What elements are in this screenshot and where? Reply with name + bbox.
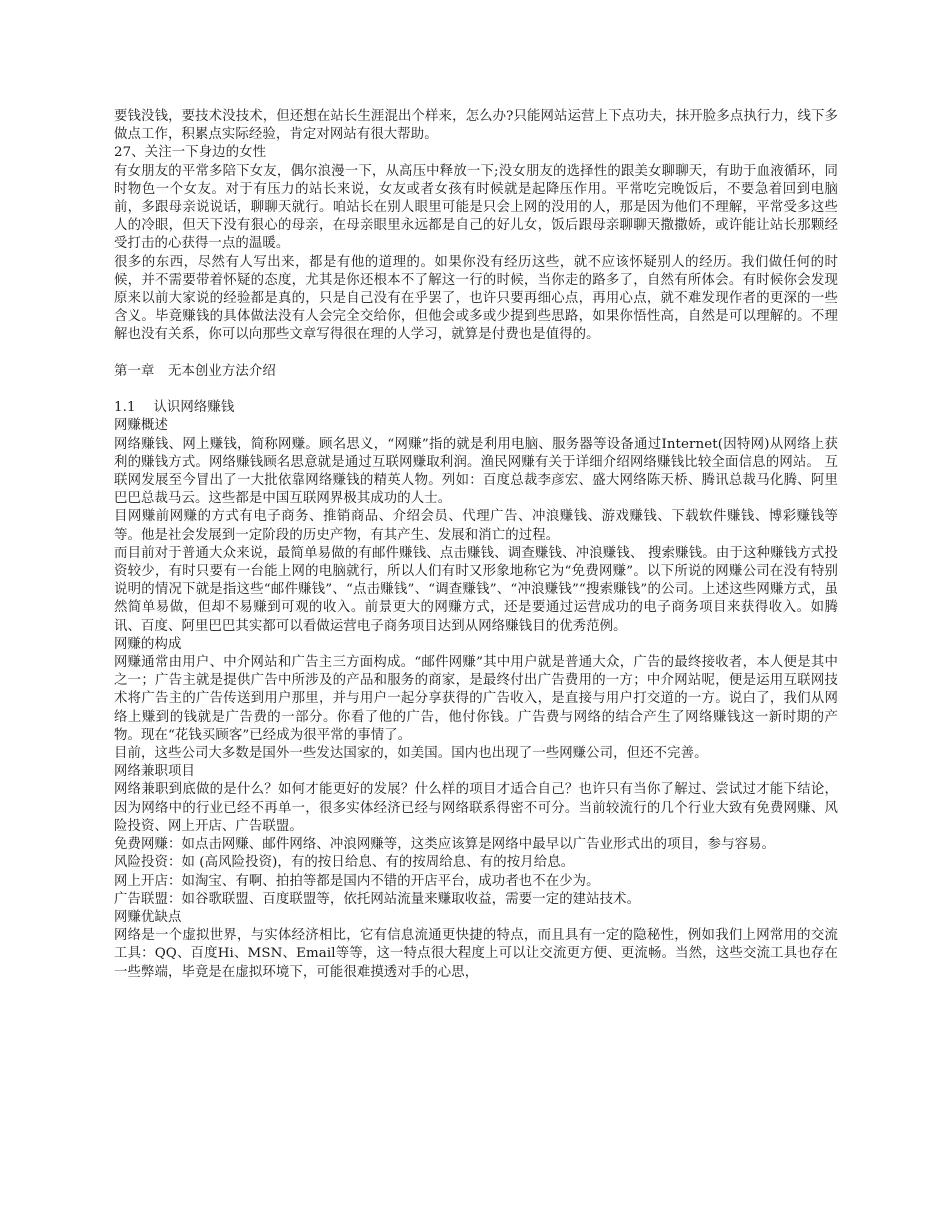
paragraph: 免费网赚：如点击网赚、邮件网络、冲浪网赚等，这类应该算是网络中最早以广告业形式出的项目，参与容易。 bbox=[114, 837, 776, 853]
paragraph: 有女朋友的平常多陪下女友，偶尔浪漫一下，从高压中释放一下;没女朋友的选择性的跟美女聊聊天，有助于血液循环，同时物色一个女友。对于有压力的站长来说，女友或者女孩有时候就是起降压作用。平常吃完晚饭后，不要急着回到电脑前，多跟母亲说说话，聊聊天就行。咱站长在别人眼里可能是只会上网的没用的人，那是因为他们不理解，平常受多这些人的冷眼，但天下没有狠心的母亲，在母亲眼里永远都是自己的好儿女，饭后跟母亲聊聊天撒撒娇，或许能让站长那颗经受打击的心获得一点的温暖。 bbox=[114, 163, 838, 252]
section-heading: 1.1 认识网络赚钱 bbox=[114, 400, 235, 416]
subsection-heading: 网赚优缺点 bbox=[114, 909, 182, 925]
paragraph: 广告联盟：如谷歌联盟、百度联盟等，依托网站流量来赚取收益，需要一定的建站技术。 bbox=[114, 891, 641, 907]
spacer bbox=[114, 345, 838, 363]
chapter-heading: 第一章 无本创业方法介绍 bbox=[114, 363, 276, 379]
subsection-heading: 网赚的构成 bbox=[114, 636, 182, 652]
paragraph: 目前，这些公司大多数是国外一些发达国家的，如美国。国内也出现了一些网赚公司，但还不完善。 bbox=[114, 746, 708, 762]
item-heading: 27、关注一下身边的女性 bbox=[114, 145, 267, 161]
paragraph: 网赚通常由用户、中介网站和广告主三方面构成。“邮件网赚”其中用户就是普通大众，广告的最终接收者，本人便是其中之一；广告主就是提供广告中所涉及的产品和服务的商家，是最终付出广告费用的一方；中介网站呢，便是运用互联网技术将广告主的广告传送到用户那里，并与用户一起分享获得的广告收入，是直接与用户打交道的一方。说白了，我们从网络上赚到的钱就是广告费的一部分。你看了他的广告，他付你钱。广告费与网络的结合产生了网络赚钱这一新时期的产物。现在“花钱买顾客”已经成为很平常的事情了。 bbox=[114, 655, 838, 743]
spacer bbox=[114, 381, 838, 399]
paragraph: 网上开店：如淘宝、有啊、拍拍等都是国内不错的开店平台，成功者也不在少为。 bbox=[114, 873, 600, 889]
document-page bbox=[114, 108, 838, 982]
paragraph: 目网赚前网赚的方式有电子商务、推销商品、介绍会员、代理广告、冲浪赚钱、游戏赚钱、下载软件赚钱、博彩赚钱等等。他是社会发展到一定阶段的历史产物，有其产生、发展和消亡的过程。 bbox=[114, 509, 838, 543]
paragraph: 风险投资：如 (高风险投资)，有的按日给息、有的按周给息、有的按月给息。 bbox=[114, 855, 575, 871]
paragraph: 很多的东西，尽然有人写出来，都是有他的道理的。如果你没有经历这些，就不应该怀疑别人的经历。我们做任何的时候，并不需要带着怀疑的态度，尤其是你还根本不了解这一行的时候，当你走的路多了，自然有所体会。有时候你会发现原来以前大家说的经验都是真的，只是自己没有在乎罢了，也许只要再细心点，再用心点，就不难发现作者的更深的一些含义。毕竟赚钱的具体做法没有人会完全交给你，但他会或多或少提到些思路，如果你悟性高，自然是可以理解的。不理解也没有关系，你可以向那些文章写得很在理的人学习，就算是付费也是值得的。 bbox=[114, 254, 838, 343]
paragraph: 网络是一个虚拟世界，与实体经济相比，它有信息流通更快捷的特点，而且具有一定的隐秘性，例如我们上网常用的交流工具：QQ、百度Hi、MSN、Email等等，这一特点很大程度上可以让交流更方便、更流畅。当然，这些交流工具也存在一些弊端，毕竟是在虚拟环境下，可能很难摸透对手的心思， bbox=[114, 928, 838, 980]
subsection-heading: 网赚概述 bbox=[114, 418, 168, 434]
paragraph: 而目前对于普通大众来说，最简单易做的有邮件赚钱、点击赚钱、调查赚钱、冲浪赚钱、 搜索赚钱。由于这种赚钱方式投资较少，有时只要有一台能上网的电脑就行，所以人们有时又形象地称它为“免费网赚”。以下所说的网赚公司在没有特别说明的情况下就是指这些“邮件赚钱”、“点击赚钱”、“调查赚钱”、“冲浪赚钱”“搜索赚钱”的公司。上述这些网赚方式，虽然简单易做，但却不易赚到可观的收入。前景更大的网赚方式，还是要通过运营成功的电子商务项目来获得收入。如腾讯、百度、阿里巴巴其实都可以看做运营电子商务项目达到从网络赚钱目的优秀范例。 bbox=[114, 545, 838, 634]
paragraph: 要钱没钱，要技术没技术，但还想在站长生涯混出个样来，怎么办?只能网站运营上下点功夫，抹开脸多点执行力，线下多做点工作，积累点实际经验，肯定对网站有很大帮助。 bbox=[114, 109, 838, 143]
subsection-heading: 网络兼职项目 bbox=[114, 764, 195, 780]
paragraph: 网络赚钱、网上赚钱，简称网赚。顾名思义，“网赚”指的就是利用电脑、服务器等设备通过Internet(因特网)从网络上获利的赚钱方式。网络赚钱顾名思意就是通过互联网赚取利润。渔民网赚有关于详细介绍网络赚钱比较全面信息的网站。 互联网发展至今冒出了一大批依靠网络赚钱的精英人物。列如：百度总裁李彦宏、盛大网络陈天桥、腾讯总裁马化腾、阿里巴巴总裁马云。这些都是中国互联网界极其成功的人士。 bbox=[114, 436, 838, 507]
paragraph: 网络兼职到底做的是什么？如何才能更好的发展？什么样的项目才适合自己？也许只有当你了解过、尝试过才能下结论，因为网络中的行业已经不再单一，很多实体经济已经与网络联系得密不可分。当前较流行的几个行业大致有免费网赚、风险投资、网上开店、广告联盟。 bbox=[114, 782, 838, 834]
